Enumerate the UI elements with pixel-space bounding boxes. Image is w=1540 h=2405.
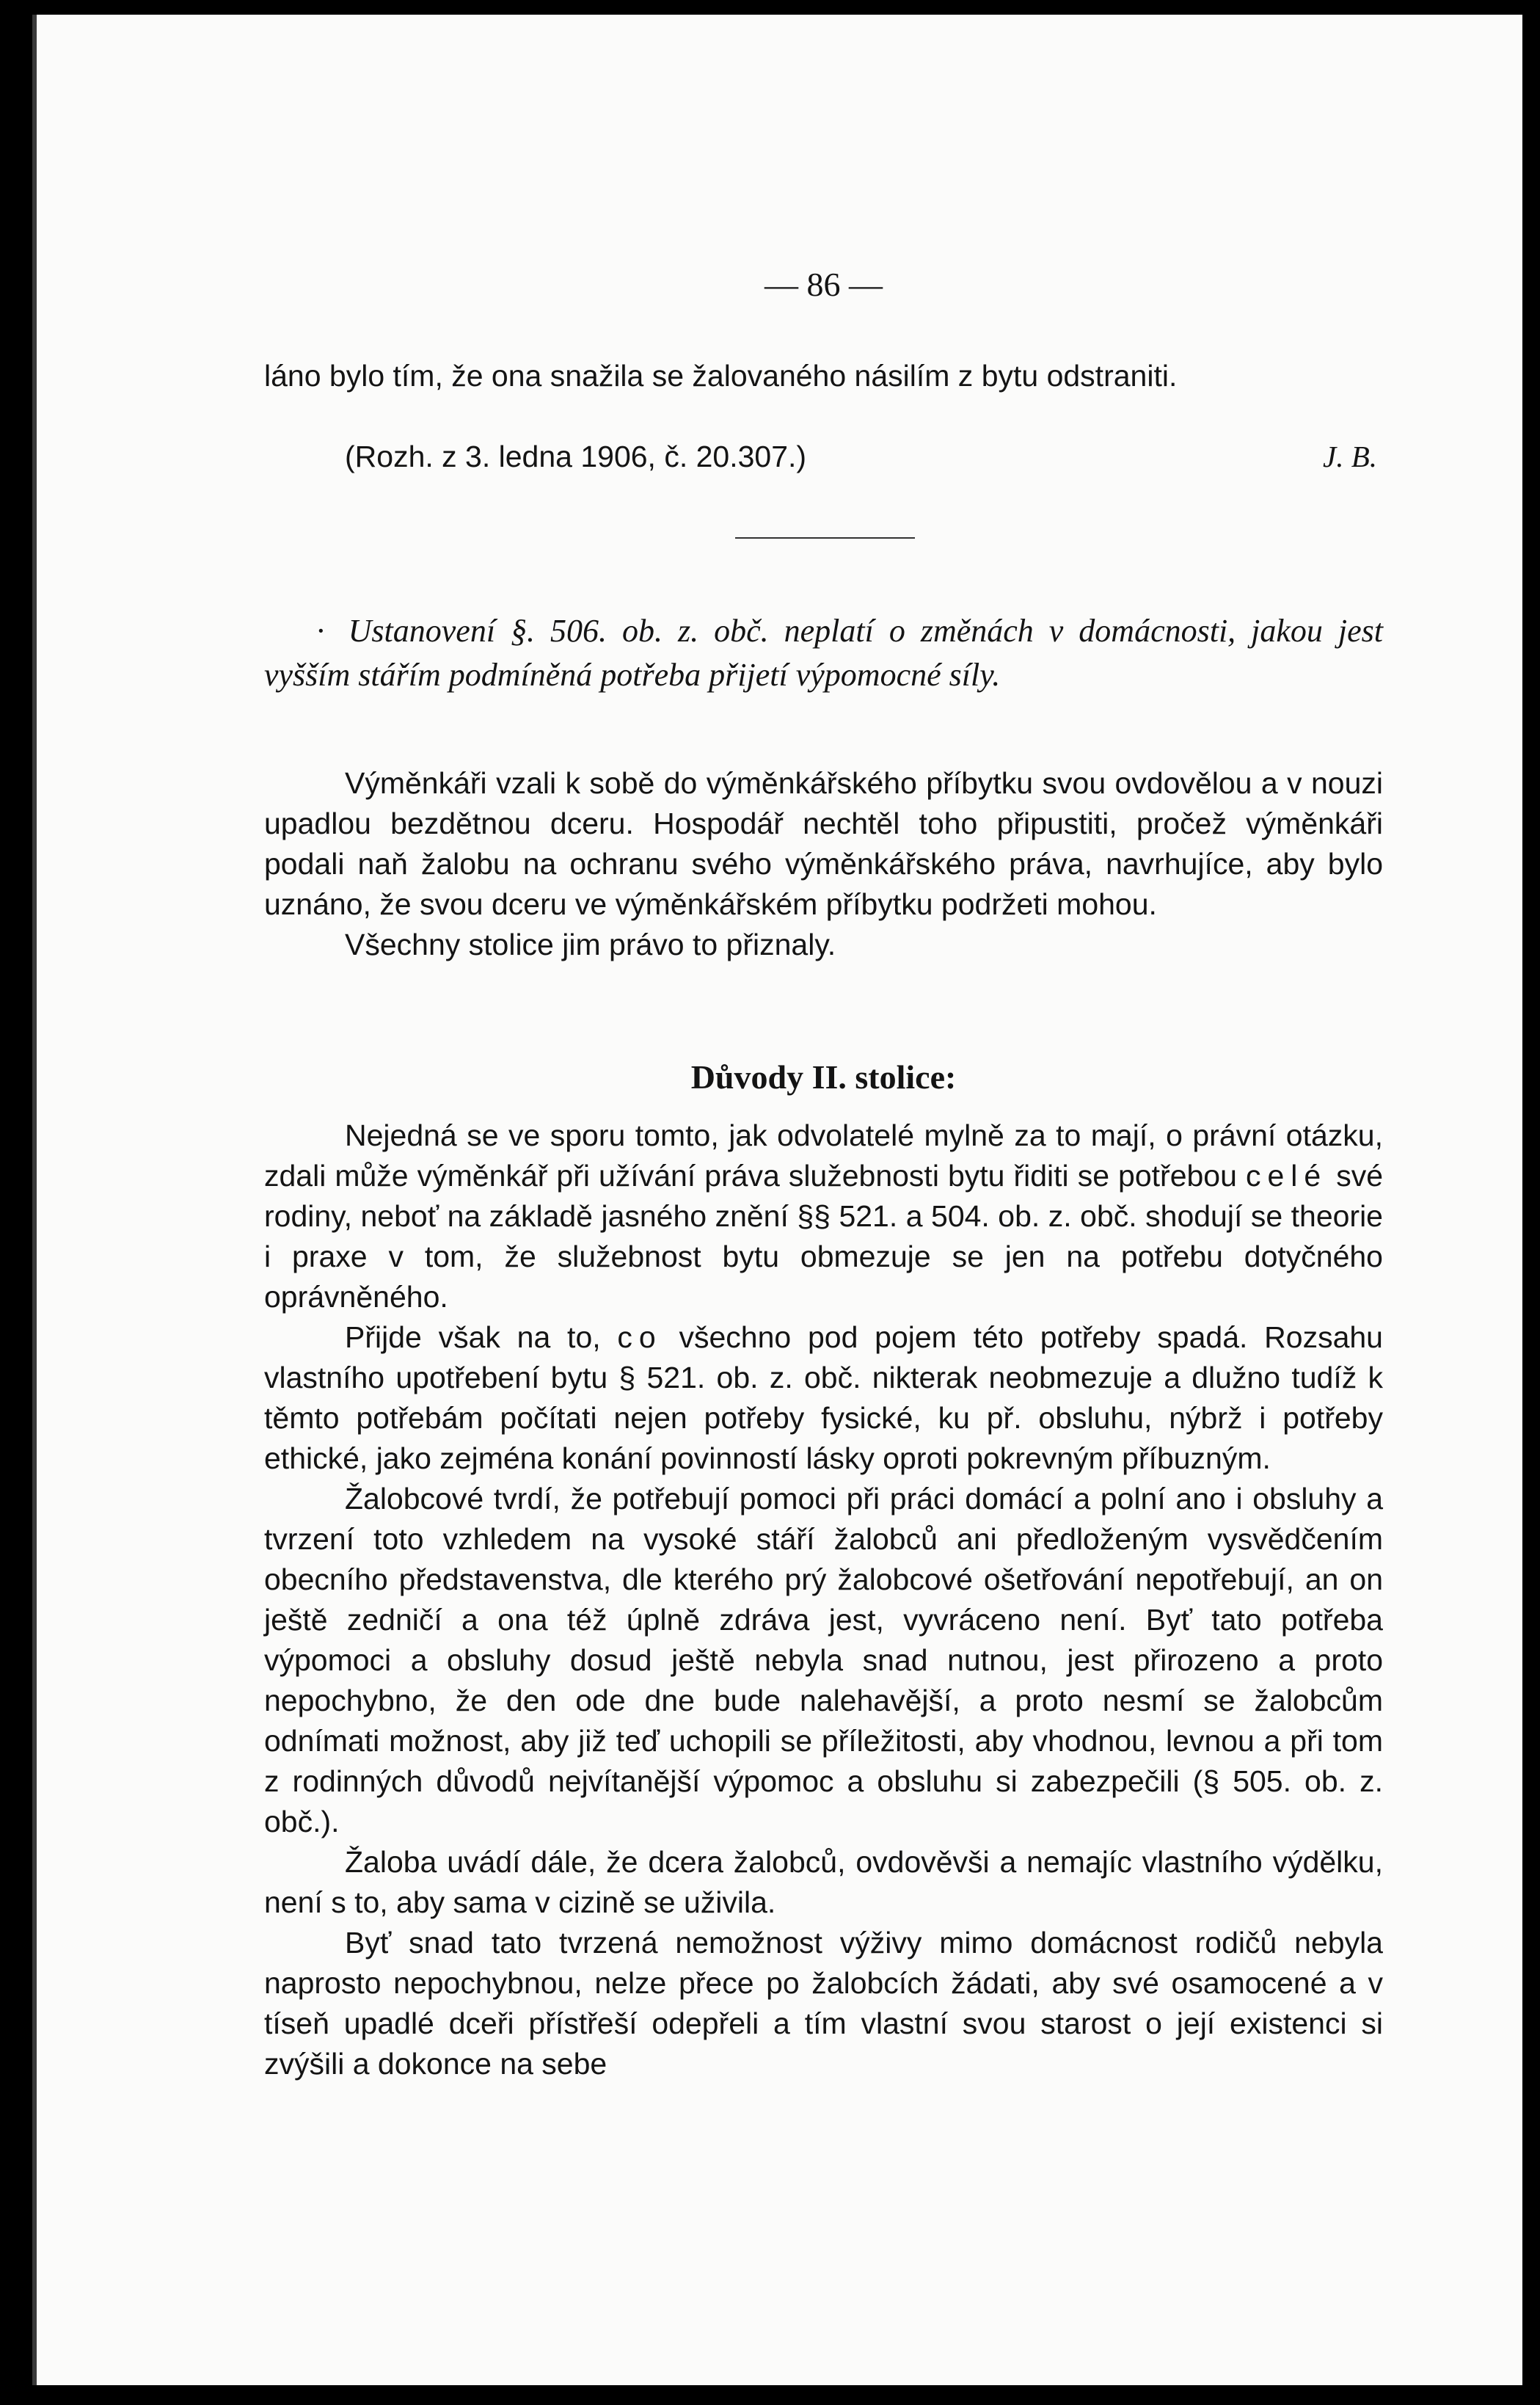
reasons-paragraph: Žaloba uvádí dále, že dcera žalobců, ovdověvši a nemajíc vlastního výdělku, není s to, aby sama v cizině se uživila. [264, 1845, 1383, 1919]
reasons-p1-emphasis: celé [1245, 1159, 1328, 1193]
reasons-paragraph [264, 1317, 1383, 1479]
author-initials: J. B. [1323, 440, 1377, 473]
reasons-p2-text: Přijde však na to, [345, 1320, 618, 1354]
reasons-heading: Důvody II. stolice: [690, 1058, 957, 1096]
headnote [264, 609, 1383, 697]
section-divider [735, 537, 915, 539]
reasons-p1-text-cont: své rodiny, neboť na základě jasného znění §§ 521. a 504. ob. z. obč. shodují se theorie i praxe v tom, že služebnost bytu obmezuje se jen na potřebu dotyčného oprávněného. [264, 1159, 1383, 1314]
reasons-paragraph: Byť snad tato tvrzená nemožnost výživy mimo domácnost rodičů nebyla naprosto nepochybnou, nelze přece po žalobcích žádati, aby své osamocené a v tíseň upadlé dceři přístřeší odepřeli a tím vlastní svou starost o její existenci si zvýšili a dokonce na sebe [264, 1926, 1383, 2081]
reasons-p2-emphasis: co [617, 1320, 663, 1354]
intro-continuation: láno bylo tím, že ona snažila se žalovaného násilím z bytu odstraniti. [264, 359, 1178, 393]
reasons-section [264, 1116, 1383, 2084]
headnote-bullet: · [315, 613, 326, 649]
case-facts-section [264, 763, 1383, 965]
case-ruling-paragraph: Všechny stolice jim právo to přiznaly. [345, 928, 836, 961]
page-number: — 86 — [764, 266, 883, 303]
reasons-p1-text: Nejedná se ve sporu tomto, jak odvolatelé mylně za to mají, o právní otázku, zdali může výměnkář při užívání práva služebnosti bytu řiditi se potřebou [264, 1118, 1383, 1193]
reasons-paragraph: Žalobcové tvrdí, že potřebují pomoci při práci domácí a polní ano i obsluhy a tvrzení toto vzhledem na vysoké stáří žalobců ani předloženým vysvědčením obecního představenstva, dle kterého prý žalobcové ošetřování nepotřebují, an on ještě zedničí a ona též úplně zdráva jest, vyvráceno není. Byť tato potřeba výpomoci a obsluhy dosud ještě nebyla snad nutnou, jest přirozeno a proto nepochybno, že den ode dne bude nalehavější, a proto nesmí se žalobcům odnímati možnost, aby již teď uchopili se příležitosti, aby vhodnou, levnou a při tom z rodinných důvodů nejvítanější výpomoc a obsluhu si zabezpečili (§ 505. ob. z. obč.). [264, 1482, 1383, 1838]
reasons-paragraph [264, 1116, 1383, 1317]
headnote-text: Ustanovení §. 506. ob. z. obč. neplatí o změnách v domácnosti, jakou jest vyšším stářím podmíněná potřeba přijetí výpomocné síly. [264, 613, 1383, 693]
case-facts-paragraph: Výměnkáři vzali k sobě do výměnkářského příbytku svou ovdovělou a v nouzi upadlou bezdětnou dceru. Hospodář nechtěl toho připustiti, pročež výměnkáři podali naň žalobu na ochranu svého výměnkářského práva, navrhujíce, aby bylo uznáno, že svou dceru ve výměnkářském příbytku podržeti mohou. [264, 766, 1383, 921]
reasons-p2-text-cont: všechno pod pojem této potřeby spadá. Rozsahu vlastního upotřebení bytu § 521. ob. z. obč. nikterak neobmezuje a dlužno tudíž k těmto potřebám počítati nejen potřeby fysické, ku př. obsluhu, nýbrž i potřeby ethické, jako zejména konání povinností lásky oproti pokrevným příbuzným. [264, 1320, 1383, 1475]
citation-row [264, 437, 1383, 477]
decision-citation: (Rozh. z 3. ledna 1906, č. 20.307.) [345, 440, 807, 473]
book-page [32, 15, 1522, 2385]
